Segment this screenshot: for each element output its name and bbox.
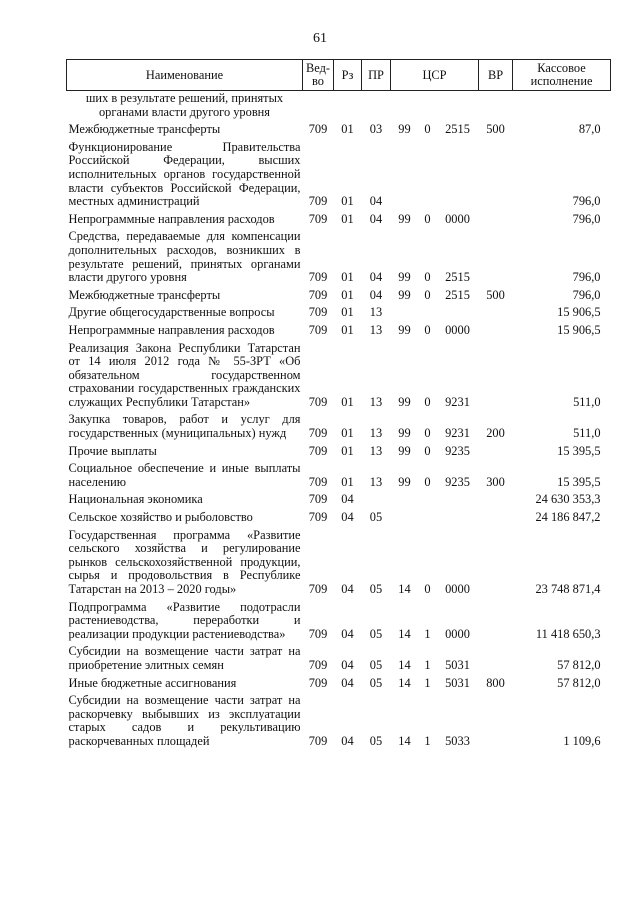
cell-csr3: 0000 bbox=[445, 582, 470, 596]
cell-csr2: 0 bbox=[424, 122, 431, 137]
cell-csr3: 2515 bbox=[445, 287, 470, 302]
table-row bbox=[67, 288, 611, 306]
cell-sum: 15 906,5 bbox=[557, 322, 601, 337]
cell-pr bbox=[362, 492, 391, 510]
table-row bbox=[67, 305, 611, 323]
cell-pr: 05 bbox=[369, 675, 383, 690]
cell-pr: 03 bbox=[369, 122, 383, 137]
cell-ved: 709 bbox=[308, 657, 328, 672]
cell-vr bbox=[479, 528, 513, 600]
cell-csr1: 99 bbox=[398, 474, 411, 489]
header-name: Наименование bbox=[67, 60, 303, 91]
cell-vr bbox=[479, 644, 513, 675]
cell-pr: 05 bbox=[369, 510, 383, 525]
cell-ved: 709 bbox=[308, 287, 328, 302]
cell-pr: 13 bbox=[369, 443, 383, 458]
cell-sum: 57 812,0 bbox=[557, 657, 601, 672]
cell-vr: 500 bbox=[486, 287, 505, 302]
cell-sum: 796,0 bbox=[572, 211, 601, 226]
cell-csr1 bbox=[391, 305, 419, 323]
table-row bbox=[67, 693, 611, 751]
table-body bbox=[67, 91, 611, 752]
table-row bbox=[67, 341, 611, 413]
cell-csr2: 1 bbox=[424, 626, 431, 641]
cell-name: Субсидии на возмещение части затрат на приобретение элитных семян bbox=[68, 644, 301, 672]
cell-sum: 1 109,6 bbox=[563, 733, 601, 748]
cell-vr bbox=[479, 510, 513, 528]
cell-vr: 500 bbox=[486, 122, 505, 137]
cell-vr bbox=[479, 212, 513, 230]
cell-rz: 01 bbox=[341, 394, 354, 409]
cell-name: Субсидии на возмещение части затрат на раскорчевку выбывших из эксплуатации старых садов и рекультивацию раскорчеванных площадей bbox=[68, 693, 301, 748]
table-row bbox=[67, 492, 611, 510]
table-row bbox=[67, 229, 611, 287]
cell-sum: 15 906,5 bbox=[557, 305, 601, 320]
cell-vr: 300 bbox=[486, 474, 505, 489]
cell-pr: 05 bbox=[369, 626, 383, 641]
cell-sum: 24 186 847,2 bbox=[535, 510, 601, 525]
cell-csr3: 0000 bbox=[445, 322, 470, 337]
cell-csr1: 14 bbox=[398, 626, 411, 641]
cell-rz: 01 bbox=[341, 443, 354, 458]
cell-csr1: 99 bbox=[398, 270, 411, 285]
cell-ved: 709 bbox=[308, 492, 328, 507]
cell-csr3: 9231 bbox=[445, 394, 470, 409]
cell-csr1: 14 bbox=[398, 657, 411, 672]
cell-csr1 bbox=[391, 91, 419, 123]
table-row bbox=[67, 461, 611, 492]
cell-rz: 01 bbox=[341, 194, 354, 209]
cell-rz bbox=[334, 91, 362, 123]
cell-rz: 01 bbox=[341, 211, 354, 226]
cell-csr3: 5031 bbox=[445, 657, 470, 672]
table-row bbox=[67, 323, 611, 341]
cell-name: Функционирование Правительства Российской Федерации, высших исполнительных органов государственной власти субъектов Российской Федерации, местных администраций bbox=[68, 139, 301, 209]
cell-csr3 bbox=[437, 140, 479, 212]
cell-csr1: 99 bbox=[398, 322, 411, 337]
cell-name: Подпрограмма «Развитие подотрасли растениеводства, переработки и реализации продукции растениеводства» bbox=[68, 599, 301, 641]
cell-ved: 709 bbox=[308, 675, 328, 690]
cell-vr bbox=[479, 693, 513, 751]
cell-sum bbox=[513, 91, 611, 123]
cell-rz: 01 bbox=[341, 305, 354, 320]
cell-csr3: 9231 bbox=[445, 426, 470, 441]
header-csr: ЦСР bbox=[391, 60, 479, 91]
cell-rz: 04 bbox=[341, 510, 354, 525]
cell-name: Непрограммные направления расходов bbox=[68, 322, 275, 337]
cell-sum: 511,0 bbox=[573, 394, 601, 409]
cell-rz: 01 bbox=[341, 426, 354, 441]
cell-sum: 11 418 650,3 bbox=[535, 626, 601, 641]
table-row bbox=[67, 122, 611, 140]
cell-csr1 bbox=[391, 510, 419, 528]
cell-rz: 01 bbox=[341, 474, 354, 489]
cell-rz: 04 bbox=[341, 582, 354, 596]
cell-name: Сельское хозяйство и рыболовство bbox=[68, 510, 253, 525]
cell-ved: 709 bbox=[308, 322, 328, 337]
cell-ved: 709 bbox=[308, 443, 328, 458]
cell-sum: 57 812,0 bbox=[557, 675, 601, 690]
cell-sum: 796,0 bbox=[572, 270, 601, 285]
cell-name: Реализация Закона Республики Татарстан от 14 июля 2012 года № 55-ЗРТ «Об обязательном государственном страховании государственных гражданских служащих Республики Татарстан» bbox=[68, 340, 301, 409]
cell-sum: 15 395,5 bbox=[557, 443, 601, 458]
cell-csr1: 99 bbox=[398, 394, 411, 409]
cell-csr1: 14 bbox=[398, 582, 411, 596]
cell-sum: 24 630 353,3 bbox=[535, 492, 601, 507]
cell-csr3: 5033 bbox=[445, 733, 470, 748]
cell-csr2 bbox=[419, 510, 437, 528]
table-row bbox=[67, 510, 611, 528]
cell-csr1: 99 bbox=[398, 287, 411, 302]
cell-csr2: 1 bbox=[424, 657, 431, 672]
cell-csr1 bbox=[391, 140, 419, 212]
cell-vr bbox=[479, 229, 513, 287]
cell-csr3: 9235 bbox=[445, 474, 470, 489]
cell-pr: 13 bbox=[369, 474, 383, 489]
cell-csr2: 0 bbox=[424, 322, 431, 337]
cell-sum: 15 395,5 bbox=[557, 474, 601, 489]
table-row bbox=[67, 91, 611, 123]
header-rz: Рз bbox=[334, 60, 362, 91]
cell-pr: 13 bbox=[369, 426, 383, 441]
cell-csr1: 99 bbox=[398, 443, 411, 458]
cell-csr2: 0 bbox=[424, 474, 431, 489]
cell-csr3: 5031 bbox=[445, 675, 470, 690]
header-sum: Кассовое исполнение bbox=[513, 60, 611, 91]
cell-name: Государственная программа «Развитие сельского хозяйства и регулирование рынков сельскохозяйственной продукции, сырья и продовольствия в Республике Татарстан на 2013 – 2020 годы» bbox=[68, 527, 301, 596]
cell-pr: 05 bbox=[369, 582, 383, 596]
cell-sum: 23 748 871,4 bbox=[535, 582, 601, 596]
cell-csr2 bbox=[419, 305, 437, 323]
cell-csr2: 0 bbox=[424, 211, 431, 226]
table-header bbox=[67, 60, 611, 91]
cell-name: Прочие выплаты bbox=[68, 443, 157, 458]
header-vr: ВР bbox=[479, 60, 513, 91]
cell-ved: 709 bbox=[308, 122, 328, 137]
cell-csr2: 0 bbox=[424, 582, 431, 596]
cell-csr1 bbox=[391, 492, 419, 510]
cell-csr2 bbox=[419, 492, 437, 510]
table-row bbox=[67, 212, 611, 230]
cell-name: Непрограммные направления расходов bbox=[68, 211, 275, 226]
table-row bbox=[67, 444, 611, 462]
cell-vr bbox=[479, 341, 513, 413]
cell-ved: 709 bbox=[308, 194, 328, 209]
table-row bbox=[67, 644, 611, 675]
cell-name: Закупка товаров, работ и услуг для государственных (муниципальных) нужд bbox=[68, 412, 301, 441]
header-ved: Вед-во bbox=[303, 60, 334, 91]
cell-name: Межбюджетные трансферты bbox=[68, 122, 221, 137]
cell-vr bbox=[479, 492, 513, 510]
cell-csr2: 0 bbox=[424, 394, 431, 409]
cell-csr2 bbox=[419, 91, 437, 123]
cell-rz: 01 bbox=[341, 322, 354, 337]
cell-sum: 796,0 bbox=[572, 287, 601, 302]
cell-sum: 796,0 bbox=[572, 194, 601, 209]
cell-ved bbox=[303, 91, 334, 123]
cell-csr1: 99 bbox=[398, 122, 411, 137]
table-row bbox=[67, 600, 611, 645]
table-row bbox=[67, 412, 611, 443]
cell-vr bbox=[479, 140, 513, 212]
cell-name: Национальная экономика bbox=[68, 492, 203, 507]
cell-csr3: 2515 bbox=[445, 270, 470, 285]
cell-csr2: 0 bbox=[424, 426, 431, 441]
cell-pr: 04 bbox=[369, 211, 383, 226]
cell-csr3 bbox=[437, 91, 479, 123]
cell-vr: 200 bbox=[486, 426, 505, 441]
cell-csr2: 0 bbox=[424, 270, 431, 285]
cell-csr1: 14 bbox=[398, 675, 411, 690]
cell-vr bbox=[479, 444, 513, 462]
cell-rz: 04 bbox=[341, 733, 354, 748]
cell-vr bbox=[479, 600, 513, 645]
cell-vr bbox=[479, 323, 513, 341]
cell-vr bbox=[479, 91, 513, 123]
cell-csr1: 99 bbox=[398, 426, 411, 441]
cell-csr2: 0 bbox=[424, 443, 431, 458]
cell-pr: 04 bbox=[369, 270, 383, 285]
cell-name: Другие общегосударственные вопросы bbox=[68, 305, 275, 320]
cell-ved: 709 bbox=[308, 510, 328, 525]
cell-pr: 13 bbox=[369, 305, 383, 320]
cell-name: Межбюджетные трансферты bbox=[68, 287, 221, 302]
cell-name: Средства, передаваемые для компенсации дополнительных расходов, возникших в результате решений, принятых органами власти другого уровня bbox=[68, 229, 301, 285]
cell-ved: 709 bbox=[308, 426, 328, 441]
cell-rz: 01 bbox=[341, 122, 354, 137]
cell-csr1: 14 bbox=[398, 733, 411, 748]
cell-pr bbox=[362, 91, 391, 123]
table-row bbox=[67, 676, 611, 694]
cell-pr: 13 bbox=[369, 394, 383, 409]
cell-pr: 04 bbox=[369, 287, 383, 302]
cell-csr3 bbox=[437, 510, 479, 528]
table-row bbox=[67, 140, 611, 212]
cell-rz: 04 bbox=[341, 675, 354, 690]
cell-csr1: 99 bbox=[398, 211, 411, 226]
cell-pr: 13 bbox=[369, 322, 383, 337]
cell-pr: 04 bbox=[369, 194, 383, 209]
cell-csr3: 0000 bbox=[445, 211, 470, 226]
header-pr: ПР bbox=[362, 60, 391, 91]
cell-sum: 87,0 bbox=[578, 122, 601, 137]
cell-ved: 709 bbox=[308, 211, 328, 226]
cell-rz: 01 bbox=[341, 287, 354, 302]
cell-sum: 511,0 bbox=[573, 426, 601, 441]
cell-vr bbox=[479, 305, 513, 323]
cell-csr3 bbox=[437, 492, 479, 510]
cell-ved: 709 bbox=[308, 305, 328, 320]
cell-csr2 bbox=[419, 140, 437, 212]
cell-name: ших в результате решений, принятых органами власти другого уровня bbox=[85, 91, 284, 119]
cell-csr3: 9235 bbox=[445, 443, 470, 458]
cell-csr3: 2515 bbox=[445, 122, 470, 137]
cell-rz: 01 bbox=[341, 270, 354, 285]
table-row bbox=[67, 528, 611, 600]
cell-pr: 05 bbox=[369, 657, 383, 672]
cell-csr2: 1 bbox=[424, 733, 431, 748]
cell-csr3 bbox=[437, 305, 479, 323]
cell-pr: 05 bbox=[369, 733, 383, 748]
cell-rz: 04 bbox=[341, 492, 354, 507]
cell-name: Социальное обеспечение и иные выплаты населению bbox=[68, 461, 301, 489]
cell-ved: 709 bbox=[308, 270, 328, 285]
cell-csr3: 0000 bbox=[445, 626, 470, 641]
cell-ved: 709 bbox=[308, 582, 328, 596]
cell-csr2: 0 bbox=[424, 287, 431, 302]
cell-ved: 709 bbox=[308, 626, 328, 641]
cell-ved: 709 bbox=[308, 394, 328, 409]
budget-table bbox=[66, 59, 611, 752]
cell-csr2: 1 bbox=[424, 675, 431, 690]
page-number: 61 bbox=[313, 31, 327, 46]
cell-ved: 709 bbox=[308, 474, 328, 489]
cell-ved: 709 bbox=[308, 733, 328, 748]
cell-vr: 800 bbox=[486, 675, 505, 690]
cell-rz: 04 bbox=[341, 657, 354, 672]
cell-rz: 04 bbox=[341, 626, 354, 641]
cell-name: Иные бюджетные ассигнования bbox=[68, 675, 237, 690]
